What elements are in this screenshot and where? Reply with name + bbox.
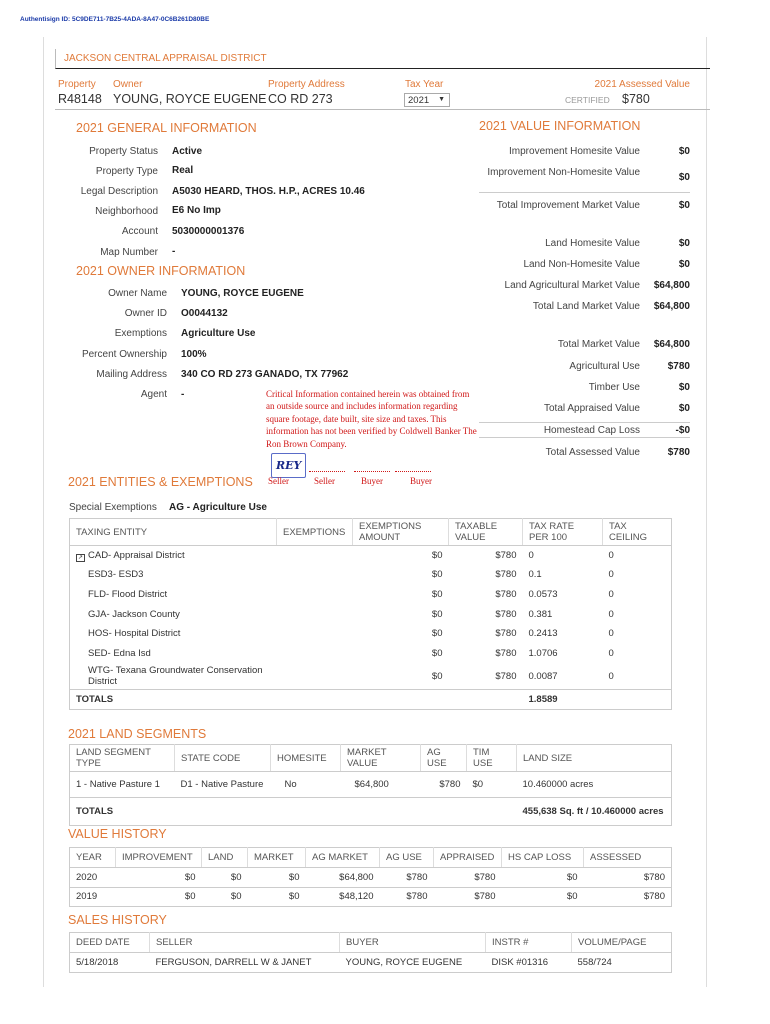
value-amount: $0 [678,382,690,393]
sales-history-col: SELLER [150,933,340,953]
empty-cell [271,798,341,826]
value-amount: $64,800 [653,280,690,291]
entity-tax-ceiling: 0 [608,588,614,600]
entity-tax-rate: 0.1 [528,569,542,581]
entity-name: ESD3- ESD3 [88,569,144,581]
entity-exemption-amount: $0 [431,647,443,659]
land-homesite: No [284,779,297,790]
value-history-cell: $0 [184,891,196,903]
land-segments-table [69,744,672,826]
empty-cell [467,798,517,826]
general-value: - [172,246,176,257]
value-label: Land Non-Homesite Value [523,259,640,270]
general-label: Map Number [100,247,158,258]
page-right-border [706,37,707,987]
signature-line-2 [309,471,345,472]
empty-cell [175,798,271,826]
general-value: Real [172,165,194,176]
value-history-cell: $780 [474,871,496,883]
district-title: JACKSON CENTRAL APPRAISAL DISTRICT [64,53,267,64]
value-history-cell: $0 [566,871,578,883]
entity-row [70,663,672,690]
empty-cell [603,690,672,710]
value-amount: -$0 [675,425,690,436]
initials-text: REY [276,459,302,472]
col-exemptions-amount: EXEMPTIONS AMOUNT [353,519,449,546]
general-value: Active [172,146,203,157]
value-history-cell: $780 [643,891,665,903]
special-exemptions-value: AG - Agriculture Use [169,502,267,513]
entities-totals-row [70,690,672,710]
sig-label-buyer-2: Buyer [410,476,432,486]
entity-exemptions [277,643,353,663]
sales-history-row [70,953,672,973]
land-type: 1 - Native Pasture 1 [76,779,160,790]
value-label: Total Market Value [557,339,640,350]
sales-history-cell: YOUNG, ROYCE EUGENE [345,957,463,968]
owner-label: Owner [113,79,143,90]
entity-tax-rate: 0.2413 [528,628,558,640]
sales-history-header-row [70,933,672,953]
general-info-title: 2021 GENERAL INFORMATION [76,121,257,135]
tax-year-value: 2021 [408,95,430,106]
entity-tax-rate: 0 [528,550,534,562]
value-history-col: IMPROVEMENT [116,848,202,868]
value-history-col: HS CAP LOSS [502,848,584,868]
entity-taxable-value: $780 [495,608,517,620]
value-amount: $0 [678,238,690,249]
entity-taxable-value: $780 [495,550,517,562]
assessed-label: 2021 Assessed Value [594,79,690,90]
value-amount: $64,800 [653,339,690,350]
owner-value: O0044132 [181,308,228,319]
entity-tax-rate: 0.0087 [528,670,558,682]
entity-name: GJA- Jackson County [88,608,180,620]
value-history-cell: $780 [406,871,428,883]
entity-cell [70,546,277,566]
value-history-row [70,868,672,888]
entity-cell [70,585,277,605]
entity-exemptions [277,546,353,566]
land-totals-label: TOTALS [76,806,114,817]
entity-exemptions [277,663,353,690]
general-label: Neighborhood [95,206,158,217]
entity-tax-ceiling: 0 [608,647,614,659]
col-taxing-entity: TAXING ENTITY [70,519,277,546]
value-history-col: MARKET [248,848,306,868]
entities-totals-rate: 1.8589 [528,694,558,706]
entity-cell [70,663,277,690]
entity-row [70,585,672,605]
sales-history-cell: 558/724 [577,957,612,968]
value-divider [479,437,690,438]
entity-cell [70,604,277,624]
owner-label: Mailing Address [96,369,167,380]
value-history-col: YEAR [70,848,116,868]
general-value: 5030000001376 [172,226,245,237]
value-label: Total Improvement Market Value [496,200,640,211]
entity-tax-rate: 0.0573 [528,588,558,600]
value-info-title: 2021 VALUE INFORMATION [479,119,641,133]
entity-row [70,643,672,663]
entity-taxable-value: $780 [495,569,517,581]
owner-label: Owner Name [108,288,167,299]
value-history-cell: $64,800 [339,871,374,883]
value-history-header-row [70,848,672,868]
col-homesite: HOMESITE [271,745,341,772]
value-label: Homestead Cap Loss [543,425,640,436]
empty-cell [277,690,353,710]
owner-value: - [181,389,185,400]
value-label: Total Assessed Value [545,447,640,458]
col-state-code: STATE CODE [175,745,271,772]
value-history-cell: $0 [288,871,300,883]
general-label: Property Status [89,146,158,157]
property-id: R48148 [58,92,102,106]
page-left-border [43,37,44,987]
col-tim-use: TIM USE [467,745,517,772]
owner-value: 340 CO RD 273 GANADO, TX 77962 [181,369,349,380]
external-link-icon[interactable]: ↗ [77,554,84,561]
land-size: 10.460000 acres [522,779,594,790]
entity-exemptions [277,604,353,624]
entity-tax-ceiling: 0 [608,569,614,581]
value-amount: $0 [678,200,690,211]
col-tax-ceiling: TAX CEILING [603,519,672,546]
col-land-size: LAND SIZE [517,745,672,772]
value-amount: $780 [667,447,690,458]
entity-name: SED- Edna Isd [88,647,151,659]
land-header-row [70,745,672,772]
value-amount: $0 [678,172,690,183]
certified-label: CERTIFIED [565,95,610,105]
initials-signature [271,453,306,478]
sig-label-buyer-1: Buyer [361,476,383,486]
value-label: Agricultural Use [569,361,640,372]
address-label: Property Address [268,79,345,90]
property-address: CO RD 273 [268,92,333,106]
value-amount: $0 [678,146,690,157]
empty-cell [449,690,523,710]
value-history-row [70,887,672,907]
header-divider [55,109,710,110]
entity-taxable-value: $780 [495,670,517,682]
value-history-cell: 2019 [76,891,98,903]
entity-tax-ceiling: 0 [608,628,614,640]
value-history-cell: $780 [474,891,496,903]
value-label: Total Land Market Value [532,301,640,312]
land-state-code: D1 - Native Pasture [180,779,264,790]
entity-exemptions [277,585,353,605]
sales-history-col: BUYER [340,933,486,953]
entity-exemptions [277,565,353,585]
value-history-cell: 2020 [76,871,98,883]
value-divider [479,192,690,193]
empty-cell [353,690,449,710]
entity-tax-rate: 1.0706 [528,647,558,659]
value-history-table [69,847,672,907]
value-history-col: AG USE [380,848,434,868]
entity-row [70,624,672,644]
empty-cell [341,798,421,826]
general-value: E6 No Imp [172,205,221,216]
entity-name: CAD- Appraisal District [88,549,185,561]
sales-history-cell: 5/18/2018 [76,957,119,968]
sig-label-seller-2: Seller [314,476,335,486]
entity-name: FLD- Flood District [88,588,168,600]
entity-tax-ceiling: 0 [608,608,614,620]
value-label: Improvement Non-Homesite Value [487,167,640,178]
land-ag-use: $780 [439,779,461,790]
general-label: Property Type [95,166,158,177]
empty-cell [421,798,467,826]
owner-label: Percent Ownership [81,349,167,360]
sales-history-cell: FERGUSON, DARRELL W & JANET [155,957,312,968]
col-taxable-value: TAXABLE VALUE [449,519,523,546]
authentisign-id: Authentisign ID: 5C9DE711-7B25-4ADA-8A47-0C6B261D80BE [20,16,210,23]
owner-info-title: 2021 OWNER INFORMATION [76,264,246,278]
property-label: Property [58,79,96,90]
entity-tax-ceiling: 0 [608,670,614,682]
entity-tax-ceiling: 0 [608,550,614,562]
entities-totals-label: TOTALS [76,694,114,706]
entity-row [70,604,672,624]
value-label: Total Appraised Value [544,403,640,414]
value-history-col: AG MARKET [306,848,380,868]
general-value: A5030 HEARD, THOS. H.P., ACRES 10.46 [172,186,365,197]
sales-history-col: VOLUME/PAGE [572,933,672,953]
general-label: Legal Description [80,186,158,197]
sig-label-seller-1: Seller [268,476,289,486]
value-amount: $0 [678,259,690,270]
value-label: Land Homesite Value [545,238,640,249]
entity-exemption-amount: $0 [431,670,443,682]
entity-tax-rate: 0.381 [528,608,553,620]
col-tax-rate: TAX RATE PER 100 [523,519,603,546]
entity-taxable-value: $780 [495,628,517,640]
value-label: Improvement Homesite Value [509,146,640,157]
land-totals-size: 455,638 Sq. ft / 10.460000 acres [522,806,664,817]
col-land-type: LAND SEGMENT TYPE [70,745,175,772]
value-history-col: APPRAISED [434,848,502,868]
taxyear-label: Tax Year [405,79,444,90]
land-totals-row [70,798,672,826]
value-history-cell: $780 [643,871,665,883]
value-history-cell: $0 [288,891,300,903]
owner-label: Agent [140,389,167,400]
entity-cell [70,565,277,585]
entity-taxable-value: $780 [495,647,517,659]
entity-row [70,565,672,585]
entity-name: WTG- Texana Groundwater Conservation District [88,665,263,688]
entities-title: 2021 ENTITIES & EXEMPTIONS [68,475,253,489]
special-exemptions-label: Special Exemptions [69,502,157,513]
entity-exemption-amount: $0 [431,628,443,640]
entities-table [69,518,672,710]
owner-label: Owner ID [124,308,167,319]
land-tim-use: $0 [472,779,484,790]
owner-value: 100% [181,349,207,360]
disclaimer-notice: Critical Information contained herein was obtained from an outside source and includes information regarding square footage, date built, site size and taxes. This information has not been verified by Coldwell Banker The Ron Brown Company. [266,389,477,449]
land-row [70,772,672,798]
entity-exemption-amount: $0 [431,550,443,562]
col-exemptions: EXEMPTIONS [277,519,353,546]
entity-name: HOS- Hospital District [88,628,181,640]
value-history-cell: $48,120 [339,891,374,903]
entity-row [70,546,672,566]
sales-history-cell: DISK #01316 [491,957,549,968]
value-history-cell: $780 [406,891,428,903]
assessed-value: $780 [622,92,650,106]
entity-cell [70,643,277,663]
land-market-value: $64,800 [354,779,389,790]
signature-line-3 [354,471,390,472]
value-amount: $0 [678,403,690,414]
general-label: Account [121,226,158,237]
chevron-down-icon: ▼ [438,96,445,103]
owner-value: YOUNG, ROYCE EUGENE [181,288,304,299]
value-history-cell: $0 [566,891,578,903]
value-history-col: LAND [202,848,248,868]
entity-taxable-value: $780 [495,588,517,600]
value-history-cell: $0 [230,891,242,903]
value-amount: $64,800 [653,301,690,312]
owner-name: YOUNG, ROYCE EUGENE [113,92,267,106]
owner-value: Agriculture Use [181,328,256,339]
sales-history-col: DEED DATE [70,933,150,953]
value-history-cell: $0 [230,871,242,883]
entities-header-row [70,519,672,546]
signature-line-4 [395,471,431,472]
tax-year-select[interactable] [404,93,450,107]
entity-exemptions [277,624,353,644]
land-segments-title: 2021 LAND SEGMENTS [68,727,207,741]
entity-exemption-amount: $0 [431,588,443,600]
value-history-title: VALUE HISTORY [68,827,167,841]
entity-exemption-amount: $0 [431,569,443,581]
col-market-value: MARKET VALUE [341,745,421,772]
value-label: Timber Use [588,382,640,393]
sales-history-title: SALES HISTORY [68,913,167,927]
value-history-col: ASSESSED [584,848,672,868]
entity-cell [70,624,277,644]
value-divider [479,422,690,423]
col-ag-use: AG USE [421,745,467,772]
owner-label: Exemptions [114,328,167,339]
value-amount: $780 [667,361,690,372]
sales-history-col: INSTR # [486,933,572,953]
value-label: Land Agricultural Market Value [504,280,640,291]
value-history-cell: $0 [184,871,196,883]
entity-exemption-amount: $0 [431,608,443,620]
sales-history-table [69,932,672,973]
